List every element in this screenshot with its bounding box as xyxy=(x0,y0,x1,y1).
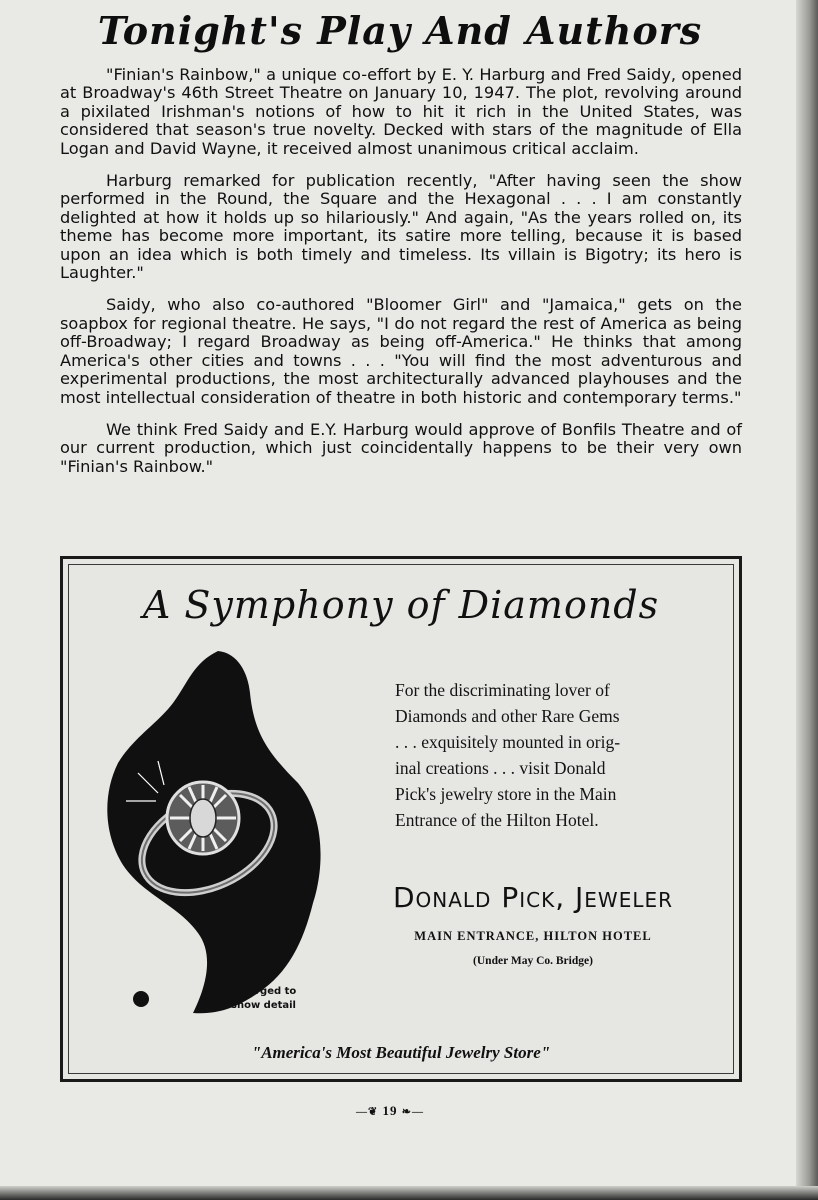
article-paragraph: Saidy, who also co-authored "Bloomer Girl" and "Jamaica," gets on the soapbox for regional theatre. He says, "I do not regard the rest of America as being off-Broadway; I regard Broadway as being off-America." He thinks that among America's other cities and towns . . . "You will find the most adventurous and experimental productions, the most architecturally advanced playhouses and the most intellectual consideration of theatre in both historic and contemporary terms." xyxy=(60,295,742,407)
image-caption-line: Enlarged to xyxy=(231,986,297,997)
ad-copy-line: Pick's jewelry store in the Main xyxy=(395,784,617,804)
ad-title: A Symphony of Diamonds xyxy=(142,583,660,627)
page-title: Tonight's Play And Authors xyxy=(97,8,703,53)
page-number xyxy=(330,1103,450,1119)
right-ornament-icon: ❧— xyxy=(401,1106,424,1118)
ad-copy xyxy=(395,677,695,833)
article xyxy=(60,66,742,490)
ad-copy-line: For the discriminating lover of xyxy=(395,680,610,700)
ad-slogan: "America's Most Beautiful Jewelry Store" xyxy=(251,1043,551,1062)
page-edge-shadow xyxy=(796,0,818,1200)
business-address: MAIN ENTRANCE, HILTON HOTEL xyxy=(414,929,652,943)
image-caption-line: show detail xyxy=(231,1000,296,1011)
diamond-ring-icon xyxy=(98,643,328,1023)
location-note: (Under May Co. Bridge) xyxy=(473,955,593,967)
ad-copy-line: inal creations . . . visit Donald xyxy=(395,758,606,778)
article-paragraph: Harburg remarked for publication recently, "After having seen the show performed in the Round, the Square and the Hexagonal . . . I am constantly delighted at how it holds up so hilariously." And again, "As the years rolled on, its theme has become more important, its satire more telling, because it is based upon an idea which is both timely and timeless. Its villain is Bigotry; its hero is Laughter." xyxy=(60,171,742,283)
ad-copy-line: Entrance of the Hilton Hotel. xyxy=(395,810,599,830)
left-ornament-icon: —❦ xyxy=(356,1106,379,1118)
business-name: Donald Pick, Jeweler xyxy=(392,881,674,914)
article-paragraph: "Finian's Rainbow," a unique co-effort by E. Y. Harburg and Fred Saidy, opened at Broadway's 46th Street Theatre on January 10, 1947. The plot, revolving around a pixilated Irishman's notions of how to hit it rich in the United States, was considered that season's true novelty. Decked with stars of the magnitude of Ella Logan and David Wayne, it received almost unanimous critical acclaim. xyxy=(60,65,742,158)
jeweler-advertisement xyxy=(60,556,742,1082)
image-caption xyxy=(231,985,331,1013)
ad-copy-line: Diamonds and other Rare Gems xyxy=(395,706,620,726)
page-number-value: 19 xyxy=(382,1103,398,1118)
decorative-dot xyxy=(133,991,149,1007)
ad-copy-line: . . . exquisitely mounted in orig- xyxy=(395,732,621,752)
page-bottom-shadow xyxy=(0,1186,818,1200)
article-paragraph: We think Fred Saidy and E.Y. Harburg would approve of Bonfils Theatre and of our current production, which just coincidentally happens to be their very own "Finian's Rainbow." xyxy=(60,419,742,476)
